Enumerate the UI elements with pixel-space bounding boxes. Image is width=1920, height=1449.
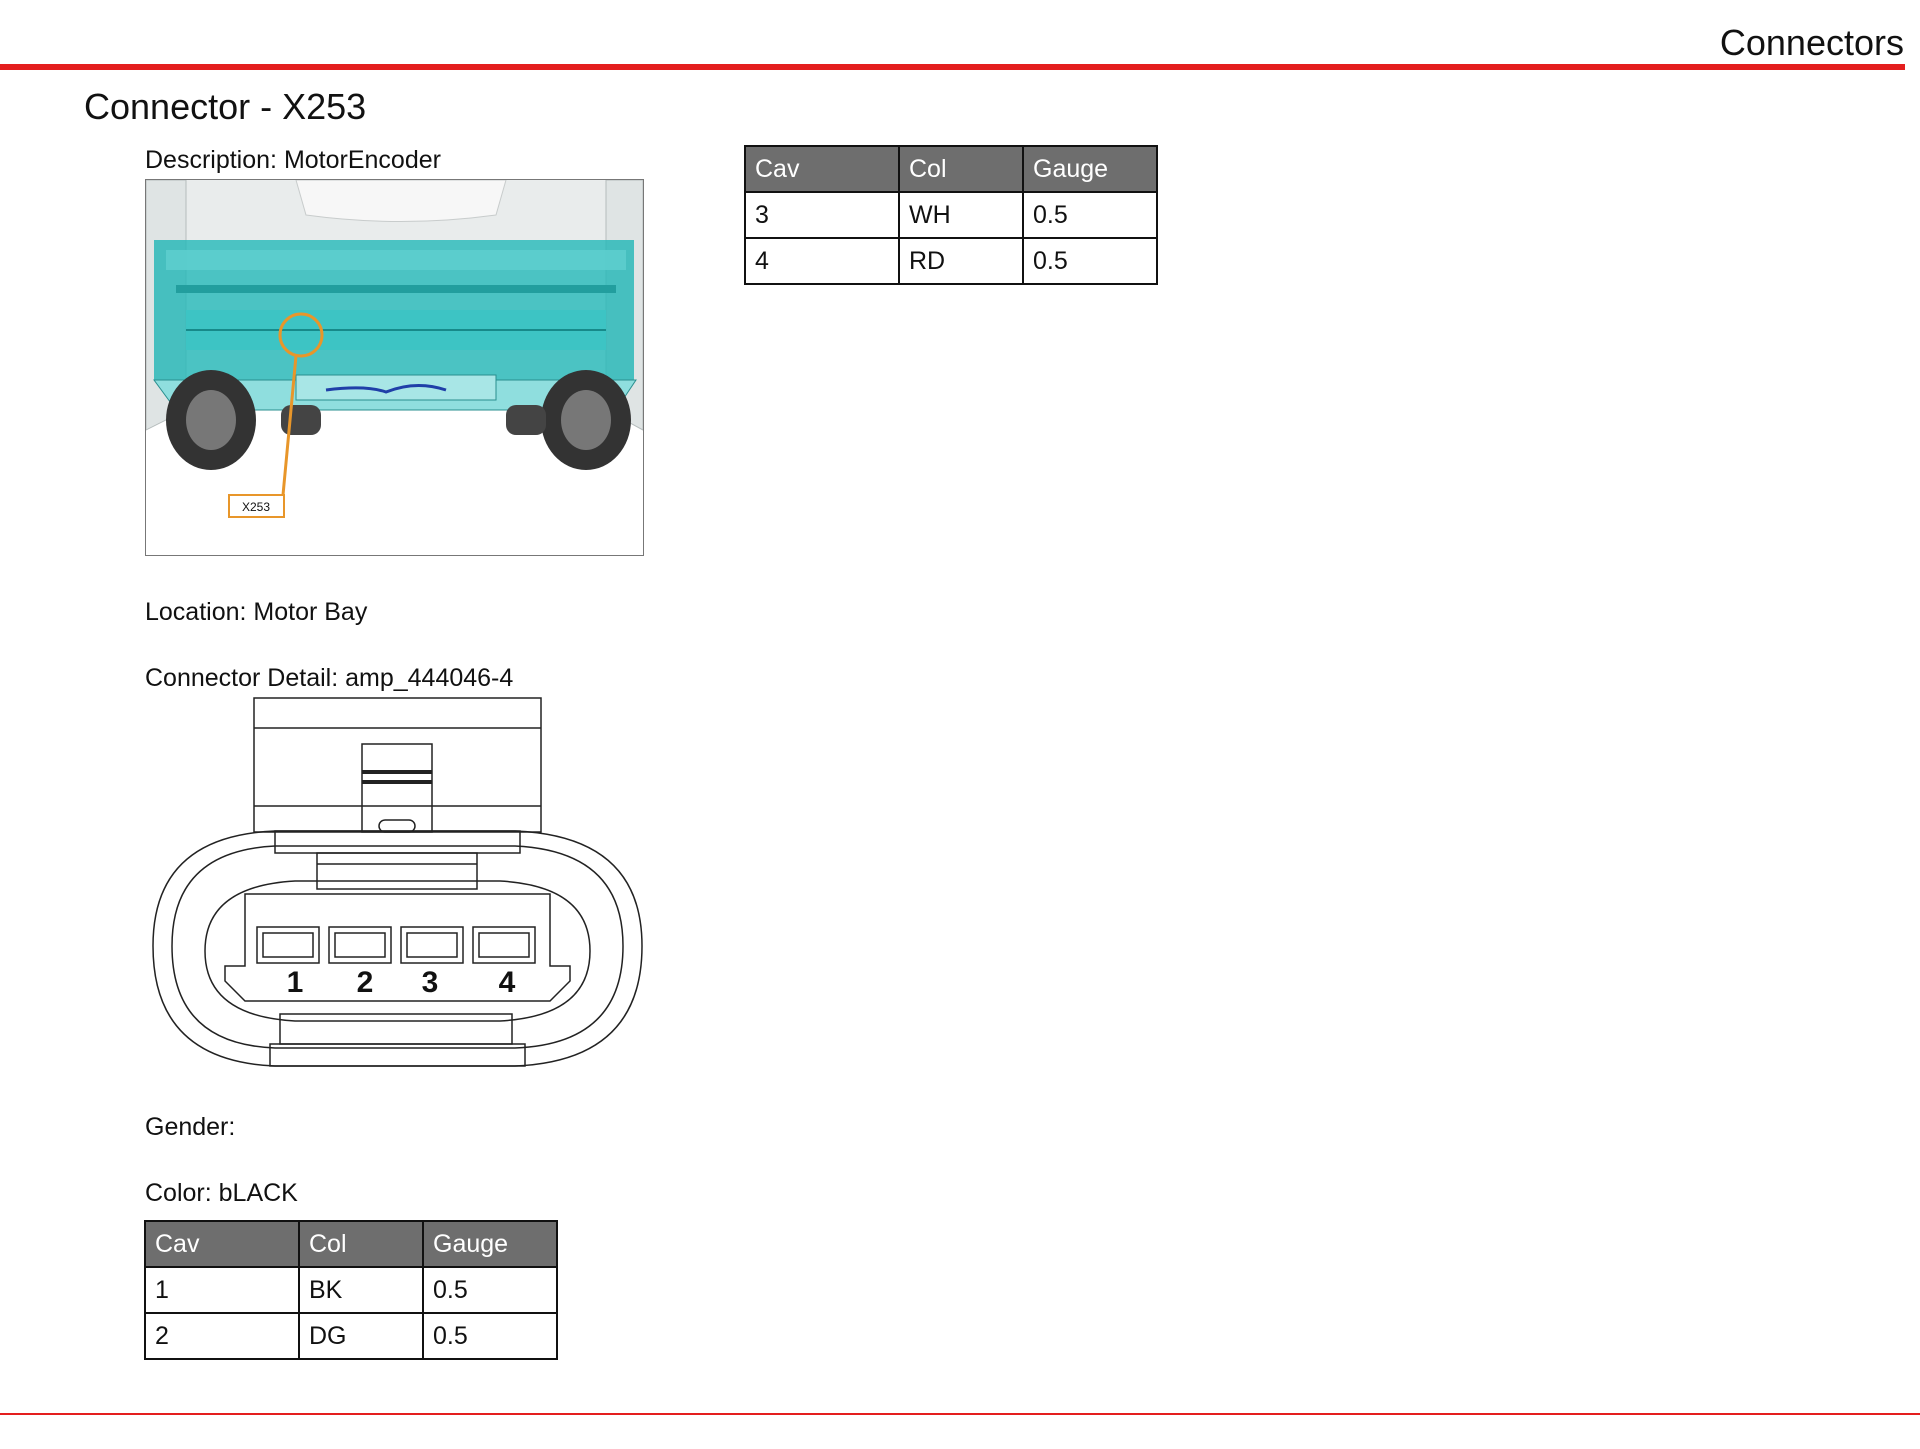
- location-label: Location: Motor Bay: [145, 598, 368, 626]
- table-row: [145, 1313, 557, 1359]
- section-title: Connectors: [1719, 22, 1904, 63]
- page-title: Connector - X253: [84, 86, 367, 127]
- table-row: [745, 238, 1157, 284]
- pin-label-3: 3: [421, 966, 439, 999]
- vehicle-illustration: [146, 180, 643, 555]
- detail-label: Connector Detail: amp_444046-4: [145, 664, 514, 692]
- location-photo: [145, 179, 644, 556]
- cell-col: RD: [899, 238, 1023, 284]
- cell-cav: 3: [745, 192, 899, 238]
- pin-label-4: 4: [498, 966, 516, 999]
- header-cav: Cav: [745, 146, 899, 192]
- pin-label-2: 2: [356, 966, 374, 999]
- cell-gauge: 0.5: [1023, 192, 1157, 238]
- cell-gauge: 0.5: [1023, 238, 1157, 284]
- cell-gauge: 0.5: [423, 1267, 557, 1313]
- description-label: Description: MotorEncoder: [145, 146, 441, 174]
- pin-label-1: 1: [286, 966, 304, 999]
- callout-label: X253: [241, 500, 271, 514]
- footer-rule: [0, 1413, 1920, 1415]
- gender-label: Gender:: [145, 1113, 236, 1141]
- color-label: Color: bLACK: [145, 1179, 298, 1207]
- cell-cav: 2: [145, 1313, 299, 1359]
- connector-diagram: [145, 696, 645, 1076]
- cell-col: WH: [899, 192, 1023, 238]
- header-col: Col: [299, 1221, 423, 1267]
- header-cav: Cav: [145, 1221, 299, 1267]
- cell-col: BK: [299, 1267, 423, 1313]
- cell-gauge: 0.5: [423, 1313, 557, 1359]
- cell-cav: 4: [745, 238, 899, 284]
- table-row: [145, 1267, 557, 1313]
- header-rule: [0, 64, 1905, 70]
- table-row: [745, 192, 1157, 238]
- cell-col: DG: [299, 1313, 423, 1359]
- header-col: Col: [899, 146, 1023, 192]
- connector-face-drawing: [145, 696, 645, 1076]
- cell-cav: 1: [145, 1267, 299, 1313]
- header-gauge: Gauge: [423, 1221, 557, 1267]
- table-header-row: [745, 146, 1157, 192]
- header-gauge: Gauge: [1023, 146, 1157, 192]
- pin-table-top: [744, 145, 1158, 285]
- pin-table-bottom: [144, 1220, 558, 1360]
- table-header-row: [145, 1221, 557, 1267]
